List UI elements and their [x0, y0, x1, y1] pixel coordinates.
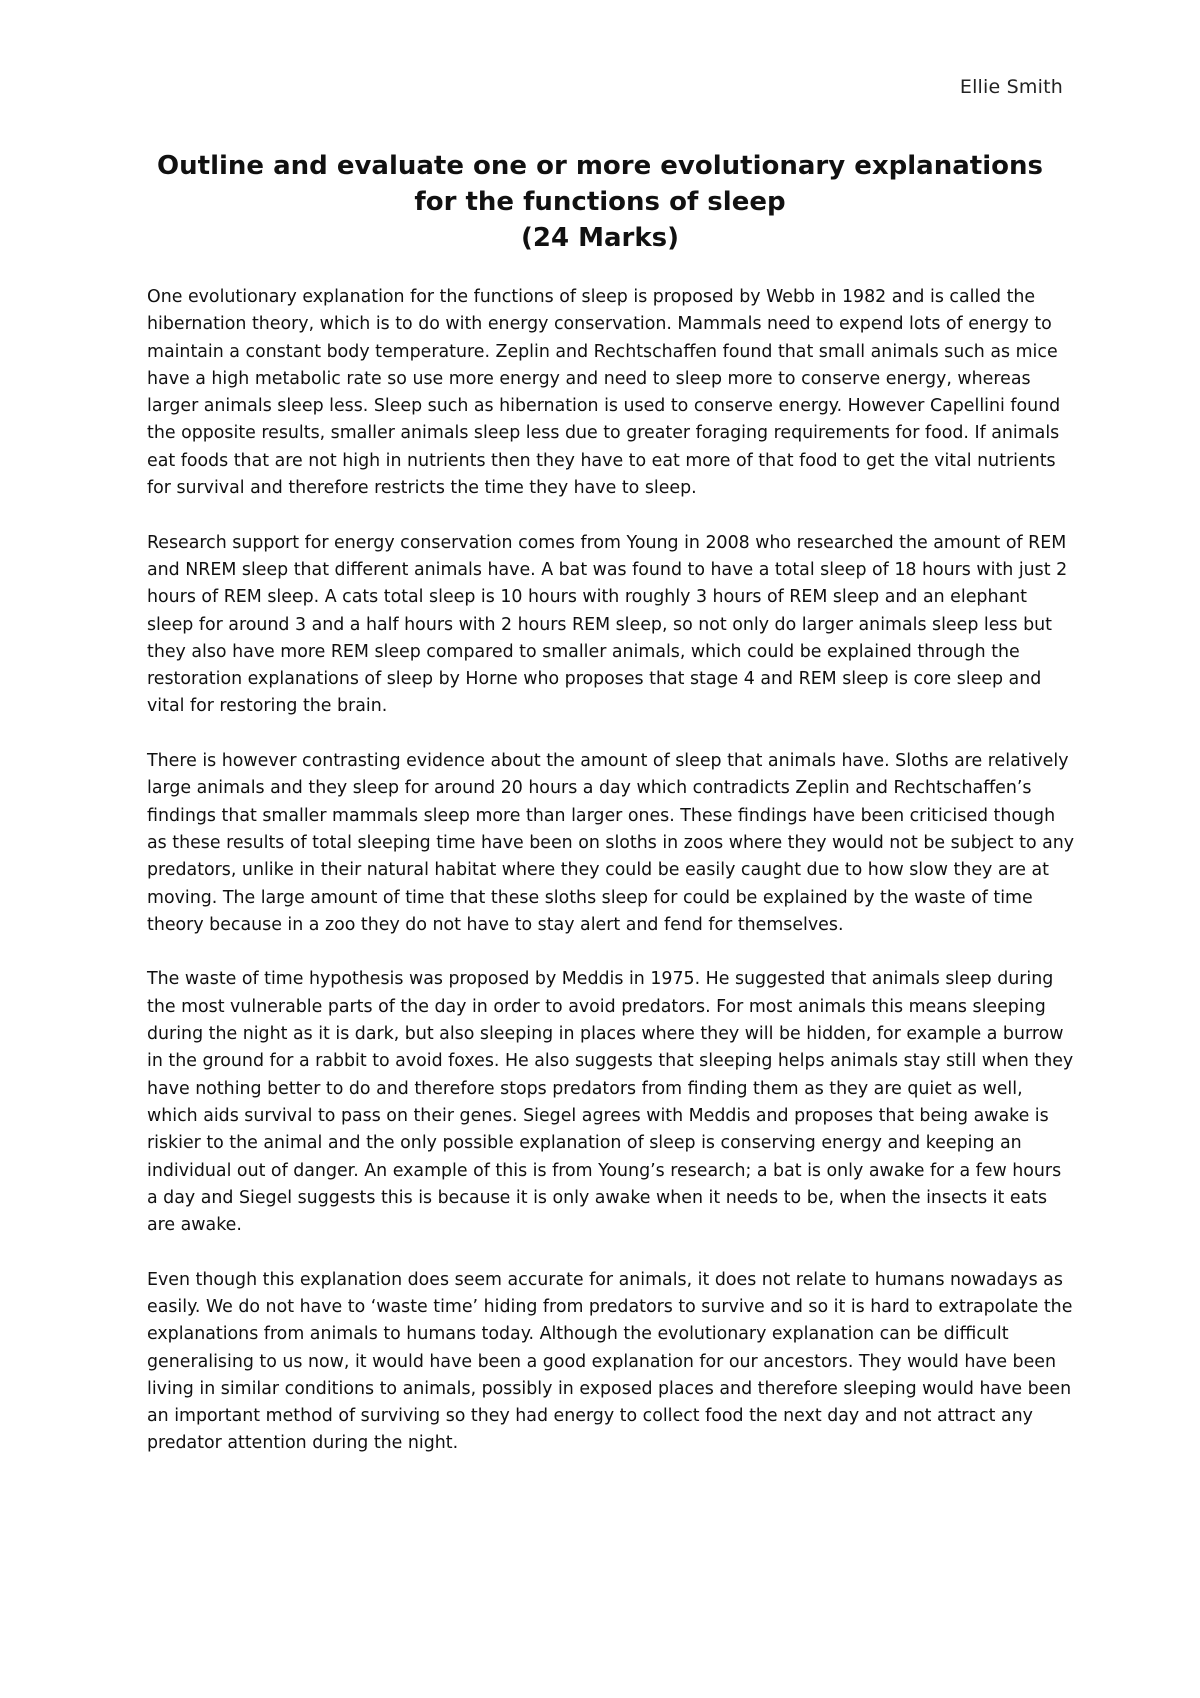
author-name: Ellie Smith — [959, 76, 1063, 98]
title-line-2: for the functions of sleep — [414, 187, 786, 217]
paragraph-5: Even though this explanation does seem accurate for animals, it does not relate to humans nowadays as easily. We do not have to ‘waste time’ hiding from predators to survive and so it is hard to extrapolate the explanations from animals to humans today. Although the evolutionary explanation can be difficult generalising to us now, it would have been a good explanation for our ancestors. They would have been living in similar conditions to animals, possibly in exposed places and therefore sleeping would have been an important method of surviving so they had energy to collect food the next day and not attract any predator attention during the night. — [147, 1269, 1073, 1454]
paragraph-2: Research support for energy conservation comes from Young in 2008 who researched the amount of REM and NREM sleep that different animals have. A bat was found to have a total sleep of 18 hours with just 2 hours of REM sleep. A cats total sleep is 10 hours with roughly 3 hours of REM sleep and an elephant sleep for around 3 and a half hours with 2 hours REM sleep, so not only do larger animals sleep less but they also have more REM sleep compared to smaller animals, which could be explained through the restoration explanations of sleep by Horne who proposes that stage 4 and REM sleep is core sleep and vital for restoring the brain. — [147, 532, 1068, 717]
title-line-1: Outline and evaluate one or more evolutionary explanations — [157, 151, 1043, 181]
title-line-3: (24 Marks) — [520, 223, 679, 253]
paragraph-1: One evolutionary explanation for the functions of sleep is proposed by Webb in 1982 and is called the hibernation theory, which is to do with energy conservation. Mammals need to expend lots of energy to maintain a constant body temperature. Zeplin and Rechtschaffen found that small animals such as mice have a high metabolic rate so use more energy and need to sleep more to conserve energy, whereas larger animals sleep less. Sleep such as hibernation is used to conserve energy. However Capellini found the opposite results, smaller animals sleep less due to greater foraging requirements for food. If animals eat foods that are not high in nutrients then they have to eat more of that food to get the vital nutrients for survival and therefore restricts the time they have to sleep. — [147, 287, 1061, 499]
paragraph-4: The waste of time hypothesis was proposed by Meddis in 1975. He suggested that animals sleep during the most vulnerable parts of the day in order to avoid predators. For most animals this means sleeping during the night as it is dark, but also sleeping in places where they will be hidden, for example a burrow in the ground for a rabbit to avoid foxes. He also suggests that sleeping helps animals stay still when they have nothing better to do and therefore stops predators from finding them as they are quiet as well, which aids survival to pass on their genes. Siegel agrees with Meddis and proposes that being awake is riskier to the animal and the only possible explanation of sleep is conserving energy and keeping an individual out of danger. An example of this is from Young’s research; a bat is only awake for a few hours a day and Siegel suggests this is because it is only awake when it needs to be, when the insects it eats are awake. — [147, 969, 1074, 1236]
paragraph-3: There is however contrasting evidence about the amount of sleep that animals have. Sloths are relatively large animals and they sleep for around 20 hours a day which contradicts Zeplin and Rechtschaffen’s findings that smaller mammals sleep more than larger ones. These findings have been criticised though as these results of total sleeping time have been on sloths in zoos where they would not be subject to any predators, unlike in their natural habitat where they could be easily caught due to how slow they are at moving. The large amount of time that these sloths sleep for could be explained by the waste of time theory because in a zoo they do not have to stay alert and fend for themselves. — [147, 751, 1075, 935]
essay-title — [120, 148, 1080, 256]
essay-body — [147, 284, 1077, 1485]
